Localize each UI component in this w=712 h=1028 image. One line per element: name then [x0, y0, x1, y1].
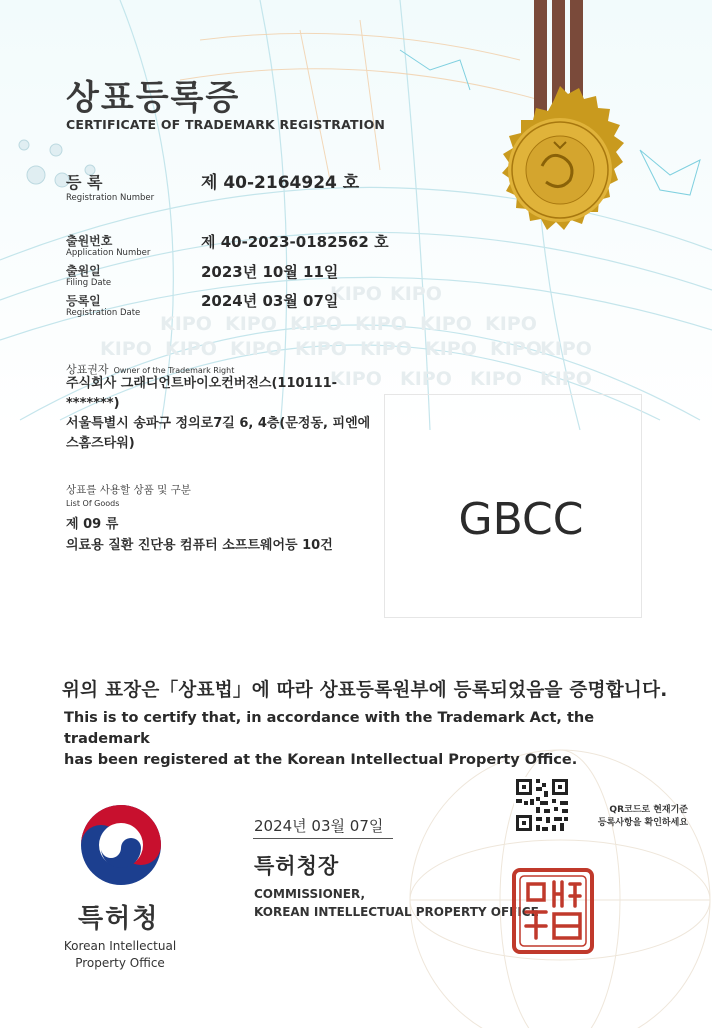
trademark-text: GBCC [458, 494, 584, 545]
certification-statement: 위의 표장은「상표법」에 따라 상표등록원부에 등록되었음을 증명합니다. [62, 680, 668, 701]
office-english-line-1: Korean Intellectual [63, 939, 177, 953]
svg-text:KIPO: KIPO [225, 313, 277, 335]
registration-date-label-english: Registration Date [66, 308, 141, 318]
commissioner-title: 특허청장 [254, 854, 340, 878]
goods-description: 의료용 질환 진단용 컴퓨터 소프트웨어등 10건 [66, 538, 333, 553]
filing-date: 2023년 10월 11일 [201, 263, 339, 281]
registration-date: 2024년 03월 07일 [201, 292, 339, 310]
svg-text:KIPO: KIPO [160, 313, 212, 335]
svg-text:KIPO: KIPO [330, 368, 382, 390]
application-label: 출원번호 [66, 234, 113, 248]
svg-text:KIPO: KIPO [485, 313, 537, 335]
svg-text:KIPO: KIPO [420, 313, 472, 335]
owner-id: *******) [66, 396, 120, 411]
commissioner-english-line-1: COMMISSIONER, [254, 887, 366, 901]
certification-statement-english [64, 708, 674, 771]
svg-text:KIPO: KIPO [490, 338, 542, 360]
gold-seal-with-ribbon [460, 0, 660, 250]
svg-text:KIPO: KIPO [330, 283, 382, 305]
certification-english-line-2: has been registered at the Korean Intellectual Property Office. [64, 752, 578, 768]
qr-note [580, 804, 688, 830]
svg-text:KIPO: KIPO [355, 313, 407, 335]
owner-address-cont: 스홈즈타워) [66, 436, 135, 451]
registration-date-label: 등록일 [66, 294, 101, 308]
svg-text:KIPO: KIPO [470, 368, 522, 390]
svg-text:KIPO: KIPO [540, 338, 592, 360]
goods-class: 제 09 류 [66, 517, 119, 532]
owner-details [66, 374, 386, 454]
office-english-line-2: Property Office [75, 956, 165, 970]
divider [253, 838, 393, 839]
owner-address: 서울특별시 송파구 정의로7길 6, 4층(문정동, 피엔에 [66, 416, 371, 431]
filing-date-label-english: Filing Date [66, 278, 112, 288]
certificate-title: 상표등록증 [66, 78, 241, 118]
office-name: 특허청 [78, 904, 160, 934]
goods-label-english: List Of Goods [66, 499, 120, 508]
svg-text:KIPO: KIPO [290, 313, 342, 335]
svg-text:KIPO: KIPO [230, 338, 282, 360]
application-number: 제 40-2023-0182562 호 [201, 233, 389, 251]
official-seal-stamp [510, 866, 596, 956]
office-name-english [40, 938, 200, 972]
owner-name: 주식회사 그래디언트바이오컨버전스(110111- [66, 376, 338, 391]
registration-label-english: Registration Number [66, 193, 155, 203]
svg-text:KIPO: KIPO [400, 368, 452, 390]
certificate-title-english: CERTIFICATE OF TRADEMARK REGISTRATION [66, 117, 386, 132]
svg-text:KIPO: KIPO [425, 338, 477, 360]
svg-text:KIPO: KIPO [540, 368, 592, 390]
svg-text:KIPO: KIPO [100, 338, 152, 360]
issue-date: 2024년 03월 07일 [254, 817, 384, 835]
taeguk-logo-icon [78, 802, 164, 888]
goods-label: 상표를 사용할 상품 및 구분 [66, 484, 191, 496]
qr-note-line-2: 등록사항을 확인하세요 [597, 818, 688, 828]
svg-text:KIPO: KIPO [390, 283, 442, 305]
certification-english-line-1: This is to certify that, in accordance with the Trademark Act, the trademark [64, 710, 595, 747]
registration-number: 제 40-2164924 호 [201, 173, 360, 193]
owner-label-english: Owner of the Trademark Right [113, 366, 235, 375]
svg-text:KIPO: KIPO [165, 338, 217, 360]
commissioner-english-line-2: KOREAN INTELLECTUAL PROPERTY OFFICE [254, 905, 539, 919]
qr-code-icon[interactable] [514, 777, 570, 833]
application-label-english: Application Number [66, 248, 151, 258]
svg-text:KIPO: KIPO [295, 338, 347, 360]
commissioner-title-english [254, 885, 539, 921]
registration-label: 등 록 [66, 173, 103, 192]
svg-text:KIPO: KIPO [360, 338, 412, 360]
owner-label: 상표권자 [66, 363, 109, 376]
filing-date-label: 출원일 [66, 264, 101, 278]
qr-note-line-1: QR코드로 현재기준 [609, 805, 688, 815]
